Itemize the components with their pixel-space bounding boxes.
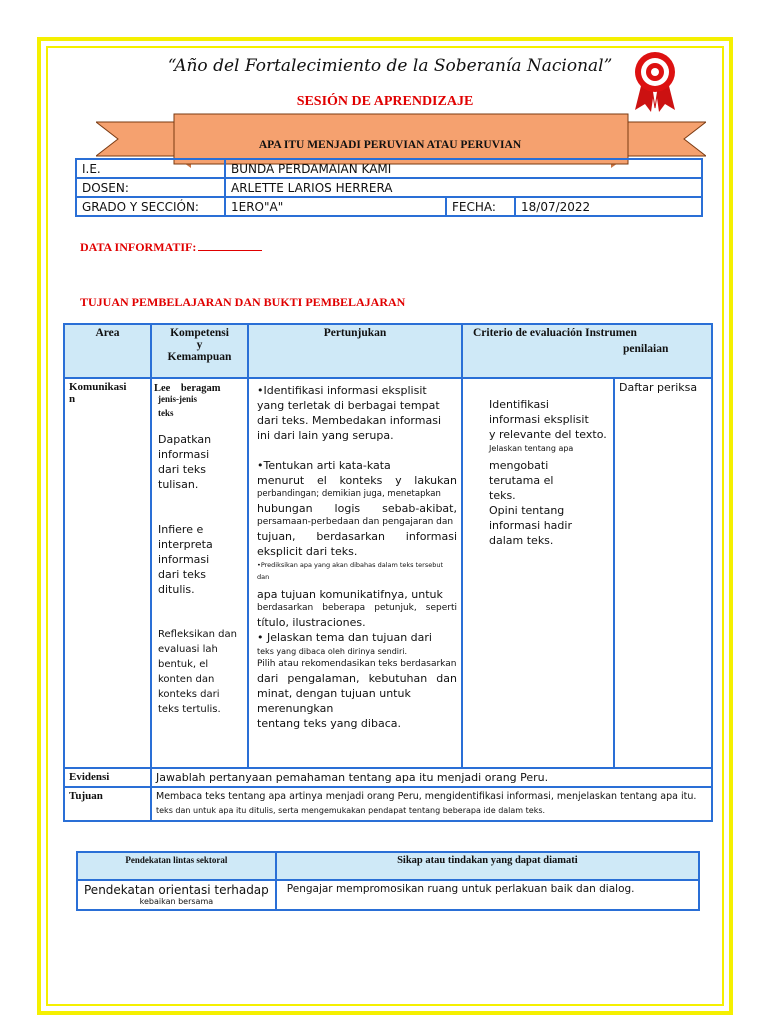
cross-sikap-cell: Pengajar mempromosikan ruang untuk perlakuan baik dan dialog. [276, 880, 699, 910]
pertunjukan-2c: perbandingan; demikian juga, menetapkan [257, 489, 441, 499]
criterio-2a: Jelaskan tentang apa [489, 444, 574, 453]
tujuan-label: Tujuan [64, 787, 151, 821]
tujuan-value-1: Membaca teks tentang apa artinya menjadi orang Peru, mengidentifikasi informasi, menjelaskan tentang apa itu. [156, 791, 697, 802]
cross-row [77, 880, 699, 910]
kompetensi-cell [151, 378, 248, 768]
banner-title: APA ITU MENJADI PERUVIAN ATAU PERUVIAN [258, 139, 522, 151]
header-criterio-instrumen [462, 324, 712, 378]
pertunjukan-3b: apa tujuan komunikatifnya, untuk [257, 588, 443, 601]
kompetensi-3: Refleksikan dan evaluasi lah bentuk, el konten dan konteks dari teks tertulis. [158, 629, 237, 715]
pertunjukan-2g: eksplicit dari teks. [257, 545, 358, 558]
kompetensi-1: Dapatkan informasi dari teks tulisan. [158, 433, 212, 491]
kompetensi-beragam: beragam [180, 383, 221, 394]
pertunjukan-5c: minat, dengan tujuan untuk merenungkan [257, 687, 411, 715]
area-cell: Komunikasi n [64, 378, 151, 768]
cross-pendekatan-1: Pendekatan orientasi terhadap [84, 883, 269, 897]
cross-header [77, 852, 699, 880]
ie-label: I.E. [76, 159, 225, 178]
info-row-grado [76, 197, 702, 216]
pertunjukan-3c: berdasarkan beberapa petunjuk, seperti [257, 603, 457, 613]
pertunjukan-3d: título, ilustraciones. [257, 616, 366, 629]
cross-cutting-table [76, 851, 700, 911]
instrumen-cell: Daftar periksa [614, 378, 712, 768]
header-criterio: Criterio de evaluación Instrumen [473, 327, 637, 339]
pertunjukan-5b: dari pengalaman, kebutuhan dan [257, 672, 457, 685]
fecha-value: 18/07/2022 [515, 197, 702, 216]
header-kompetensi: Kompetensi y Kemampuan [151, 324, 248, 378]
evidensi-value: Jawablah pertanyaan pemahaman tentang apa itu menjadi orang Peru. [151, 768, 712, 787]
evidensi-label: Evidensi [64, 768, 151, 787]
pertunjukan-2b: menurut el konteks y lakukan [257, 474, 457, 487]
session-title: SESIÓN DE APRENDIZAJE [296, 94, 474, 109]
header-pertunjukan: Pertunjukan [248, 324, 462, 378]
pertunjukan-5a: Pilih atau rekomendasikan teks berdasarkan [257, 659, 457, 669]
criterio-3-row [469, 503, 609, 548]
info-row-dosen [76, 178, 702, 197]
kompetensi-lee: Lee [154, 383, 171, 394]
checkbox-marker-icon [469, 503, 489, 548]
kompetensi-2: Infiere e interpreta informasi dari teks ditulis. [158, 523, 213, 596]
rosette-icon [627, 48, 683, 112]
info-row-ie [76, 159, 702, 178]
kompetensi-teks: teks [158, 408, 174, 418]
pertunjukan-cell [248, 378, 462, 768]
kompetensi-lee-line [154, 383, 243, 394]
criterio-3: Opini tentang informasi hadir dalam teks. [489, 504, 572, 547]
pertunjukan-4a: • Jelaskan tema dan tujuan dari [257, 631, 432, 644]
evidensi-row [64, 768, 712, 787]
pertunjukan-1: •Identifikasi informasi eksplisit yang terletak di berbagai tempat dari teks. Membedakan informasi ini dari lain yang serupa. [257, 384, 442, 442]
pertunjukan-3a: •Prediksikan apa yang akan dibahas dalam teks tersebut dan [257, 561, 444, 581]
grado-label: GRADO Y SECCIÓN: [76, 197, 225, 216]
pertunjukan-2f: tujuan, berdasarkan informasi [257, 530, 457, 543]
fecha-label: FECHA: [446, 197, 515, 216]
header-penilaian: penilaian [623, 343, 669, 355]
criterio-2-row [469, 442, 609, 455]
learning-table-header [64, 324, 712, 378]
data-informatif-label: DATA INFORMATIF: [80, 240, 197, 254]
checkbox-marker-icon [469, 442, 489, 455]
cross-header-pendekatan: Pendekatan lintas sektoral [77, 852, 276, 880]
pertunjukan-2e: persamaan-perbedaan dan pengajaran dan [257, 517, 454, 527]
cross-pendekatan-2: kebaikan bersama [139, 897, 214, 906]
tujuan-heading: TUJUAN PEMBELAJARAN DAN BUKTI PEMBELAJARAN [80, 295, 406, 309]
pertunjukan-2a: •Tentukan arti kata-kata [257, 459, 391, 472]
criterio-cell [462, 378, 614, 768]
pertunjukan-4b: teks yang dibaca oleh dirinya sendiri. [257, 647, 408, 656]
data-informatif-blank [198, 250, 262, 251]
learning-table [63, 323, 713, 822]
dosen-value: ARLETTE LARIOS HERRERA [225, 178, 702, 197]
checkbox-marker-icon [469, 393, 489, 442]
tujuan-row [64, 787, 712, 821]
learning-table-row [64, 378, 712, 768]
tujuan-value [151, 787, 712, 821]
info-table [75, 158, 703, 217]
section-tujuan [76, 295, 405, 310]
section-data-informatif [76, 240, 262, 255]
pertunjukan-5d: tentang teks yang dibaca. [257, 717, 401, 730]
national-motto: “Año del Fortalecimiento de la Soberanía Nacional” [167, 56, 613, 76]
criterio-2b: mengobati terutama el teks. [489, 459, 554, 502]
grado-value: 1ERO"A" [225, 197, 446, 216]
cross-pendekatan-cell [77, 880, 276, 910]
rosette-center [651, 68, 659, 76]
kompetensi-jenis: jenis-jenis [158, 394, 197, 404]
dosen-label: DOSEN: [76, 178, 225, 197]
header-area: Area [64, 324, 151, 378]
criterio-1-row [469, 393, 609, 442]
tujuan-value-2: teks dan untuk apa itu ditulis, serta mengemukakan pendapat tentang beberapa ide dalam teks. [156, 806, 546, 815]
pertunjukan-2d: hubungan logis sebab-akibat, [257, 502, 457, 515]
criterio-1: Identifikasi informasi eksplisit y relevante del texto. [489, 398, 607, 441]
cross-header-sikap: Sikap atau tindakan yang dapat diamati [276, 852, 699, 880]
ie-value: BUNDA PERDAMAIAN KAMI [225, 159, 702, 178]
